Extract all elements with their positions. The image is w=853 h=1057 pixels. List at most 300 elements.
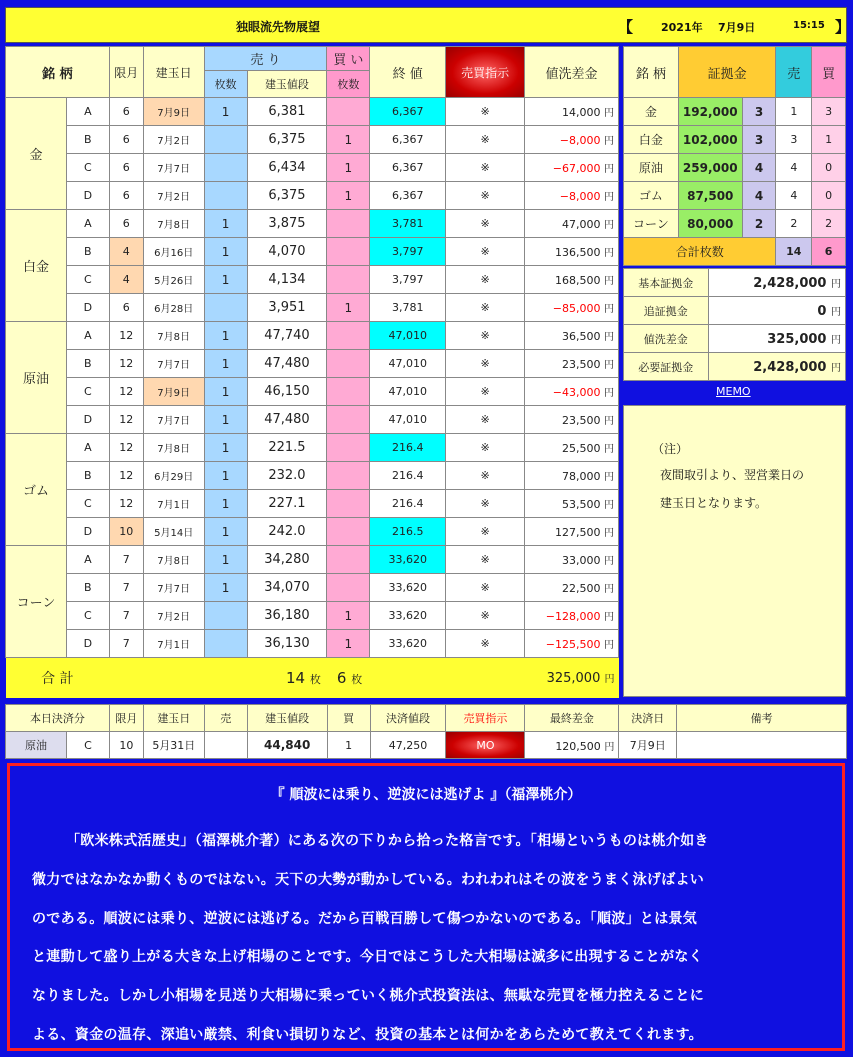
settle-gengetsu: 10 [109, 732, 143, 759]
row-sell [204, 154, 247, 182]
total-sell: 14 枚 [109, 658, 327, 698]
summary-value: 2,428,000 円 [708, 269, 845, 297]
col-sagaku: 値洗差金 [525, 47, 619, 98]
header-time: 15:15 [793, 20, 825, 31]
row-close: 3,781 [370, 210, 446, 238]
row-instruction: ※ [446, 406, 525, 434]
row-close: 33,620 [370, 546, 446, 574]
settle-kubun: C [66, 732, 109, 759]
row-diff: 136,500 円 [525, 238, 619, 266]
page-title: 独眼流先物展望 [236, 20, 321, 34]
row-diff: 78,000 円 [525, 462, 619, 490]
margin-count: 4 [742, 182, 776, 210]
row-price: 3,875 [247, 210, 327, 238]
position-row [6, 490, 619, 518]
margin-count: 2 [742, 210, 776, 238]
row-gengetsu: 6 [109, 294, 143, 322]
margin-amount: 102,000 [678, 126, 742, 154]
margin-count: 3 [742, 98, 776, 126]
row-kubun: C [66, 490, 109, 518]
margin-table [623, 46, 846, 266]
row-price: 6,381 [247, 98, 327, 126]
margin-row [624, 98, 846, 126]
row-gengetsu: 6 [109, 210, 143, 238]
row-close: 47,010 [370, 406, 446, 434]
row-sell: 1 [204, 462, 247, 490]
settle-col-kessai: 決済値段 [370, 705, 446, 732]
row-diff: 25,500 円 [525, 434, 619, 462]
group-name: 原油 [6, 322, 67, 434]
row-gengetsu: 10 [109, 518, 143, 546]
settlement-table [5, 704, 847, 759]
row-buy: 1 [327, 182, 370, 210]
row-price: 232.0 [247, 462, 327, 490]
row-kubun: B [66, 574, 109, 602]
row-price: 47,740 [247, 322, 327, 350]
margin-buy: 3 [812, 98, 846, 126]
row-gengetsu: 6 [109, 98, 143, 126]
row-gengetsu: 12 [109, 322, 143, 350]
memo-note-line1: 夜間取引より、翌営業日の [660, 468, 805, 482]
row-sell: 1 [204, 266, 247, 294]
row-close: 6,367 [370, 154, 446, 182]
col-uri: 売 り [204, 47, 327, 71]
row-price: 4,070 [247, 238, 327, 266]
row-sell [204, 294, 247, 322]
bracket-close: 】 [835, 18, 851, 36]
row-instruction: ※ [446, 210, 525, 238]
col-tategyokubi: 建玉日 [143, 47, 204, 98]
position-row [6, 462, 619, 490]
summary-value: 325,000 円 [708, 325, 845, 353]
settle-col-tategyokubi: 建玉日 [143, 705, 204, 732]
row-sell: 1 [204, 350, 247, 378]
settle-name: 原油 [6, 732, 67, 759]
settle-instruction: MO [446, 732, 525, 759]
row-price: 34,070 [247, 574, 327, 602]
row-buy [327, 518, 370, 546]
settle-col-gengetsu: 限月 [109, 705, 143, 732]
row-price: 242.0 [247, 518, 327, 546]
row-instruction: ※ [446, 238, 525, 266]
row-gengetsu: 12 [109, 490, 143, 518]
margin-amount: 80,000 [678, 210, 742, 238]
row-instruction: ※ [446, 266, 525, 294]
position-row [6, 378, 619, 406]
row-gengetsu: 6 [109, 182, 143, 210]
col-uri-maisu: 枚数 [204, 71, 247, 98]
row-instruction: ※ [446, 294, 525, 322]
row-buy: 1 [327, 294, 370, 322]
position-row [6, 350, 619, 378]
position-row [6, 602, 619, 630]
row-diff: −8,000 円 [525, 182, 619, 210]
row-instruction: ※ [446, 546, 525, 574]
row-gengetsu: 12 [109, 434, 143, 462]
position-row [6, 574, 619, 602]
row-buy [327, 322, 370, 350]
quote-title: 『 順波には乗り、逆波には逃げよ 』（福澤桃介） [270, 787, 582, 803]
margin-name: コーン [624, 210, 679, 238]
row-gengetsu: 7 [109, 630, 143, 658]
row-close: 216.4 [370, 434, 446, 462]
row-buy [327, 574, 370, 602]
row-date: 7月2日 [143, 182, 204, 210]
margin-row [624, 126, 846, 154]
row-close: 3,797 [370, 266, 446, 294]
row-date: 5月26日 [143, 266, 204, 294]
row-date: 7月7日 [143, 154, 204, 182]
summary-row [624, 269, 846, 297]
row-close: 33,620 [370, 574, 446, 602]
margin-buy: 1 [812, 126, 846, 154]
row-kubun: C [66, 602, 109, 630]
row-close: 216.5 [370, 518, 446, 546]
settle-buy: 1 [327, 732, 370, 759]
margin-name: ゴム [624, 182, 679, 210]
col-nedan: 建玉値段 [247, 71, 327, 98]
row-instruction: ※ [446, 574, 525, 602]
row-close: 216.4 [370, 490, 446, 518]
summary-row [624, 297, 846, 325]
position-row [6, 294, 619, 322]
row-instruction: ※ [446, 602, 525, 630]
row-price: 6,434 [247, 154, 327, 182]
row-price: 4,134 [247, 266, 327, 294]
total-row [6, 658, 619, 698]
positions-table [5, 46, 619, 698]
row-gengetsu: 12 [109, 406, 143, 434]
side-col-shokokin: 証拠金 [678, 47, 776, 98]
group-name: コーン [6, 546, 67, 658]
col-gengetsu: 限月 [109, 47, 143, 98]
row-buy [327, 266, 370, 294]
row-kubun: D [66, 518, 109, 546]
row-kubun: D [66, 406, 109, 434]
row-gengetsu: 12 [109, 350, 143, 378]
row-instruction: ※ [446, 126, 525, 154]
row-gengetsu: 7 [109, 574, 143, 602]
row-buy [327, 490, 370, 518]
row-buy [327, 98, 370, 126]
quote-line: と連動して盛り上がる大きな上げ相場のことです。今日ではこうした大相場は滅多に出現することがなく [32, 949, 703, 966]
row-price: 47,480 [247, 406, 327, 434]
position-row [6, 322, 619, 350]
row-diff: 23,500 円 [525, 350, 619, 378]
row-diff: −125,500 円 [525, 630, 619, 658]
summary-row [624, 325, 846, 353]
row-close: 3,781 [370, 294, 446, 322]
position-row [6, 238, 619, 266]
row-close: 6,367 [370, 126, 446, 154]
row-sell [204, 602, 247, 630]
quote-line: なりました。しかし小相場を見送り大相場に乗っていく桃介式投資法は、無駄な売買を極力控えることに [32, 988, 705, 1005]
total-amount: 325,000 円 [446, 658, 619, 698]
position-row [6, 406, 619, 434]
row-close: 33,620 [370, 602, 446, 630]
bracket-open: 【 [618, 18, 634, 36]
quote-body [32, 822, 822, 1055]
row-diff: −128,000 円 [525, 602, 619, 630]
summary-label: 追証拠金 [624, 297, 709, 325]
row-close: 33,620 [370, 630, 446, 658]
settle-col-saishu: 最終差金 [525, 705, 619, 732]
row-diff: 127,500 円 [525, 518, 619, 546]
memo-note-line2: 建玉日となります。 [660, 496, 768, 510]
row-kubun: C [66, 378, 109, 406]
row-gengetsu: 7 [109, 546, 143, 574]
row-date: 6月29日 [143, 462, 204, 490]
row-instruction: ※ [446, 630, 525, 658]
settle-col-baibai: 売買指示 [446, 705, 525, 732]
row-kubun: A [66, 434, 109, 462]
row-buy [327, 546, 370, 574]
settle-date: 5月31日 [143, 732, 204, 759]
row-gengetsu: 6 [109, 154, 143, 182]
settle-col-kessaibi: 決済日 [619, 705, 677, 732]
position-row [6, 434, 619, 462]
quote-line: よる、資金の温存、深追い厳禁、利食い損切りなど、投資の基本とは何かをあらためて教えてくれます。 [32, 1026, 703, 1043]
row-sell [204, 630, 247, 658]
row-kubun: A [66, 98, 109, 126]
row-close: 47,010 [370, 350, 446, 378]
row-gengetsu: 6 [109, 126, 143, 154]
side-col-kai: 買 [812, 47, 846, 98]
margin-name: 白金 [624, 126, 679, 154]
row-date: 6月28日 [143, 294, 204, 322]
row-price: 36,130 [247, 630, 327, 658]
margin-amount: 87,500 [678, 182, 742, 210]
row-sell: 1 [204, 406, 247, 434]
row-buy [327, 462, 370, 490]
row-instruction: ※ [446, 322, 525, 350]
row-diff: 47,000 円 [525, 210, 619, 238]
row-sell: 1 [204, 546, 247, 574]
row-buy [327, 406, 370, 434]
row-date: 7月9日 [143, 378, 204, 406]
settle-sell [204, 732, 247, 759]
settle-kessaibi: 7月9日 [619, 732, 677, 759]
group-name: ゴム [6, 434, 67, 546]
row-date: 7月7日 [143, 350, 204, 378]
settle-row [6, 732, 847, 759]
total-label: 合 計 [6, 658, 110, 698]
header-date: 2021年 7月9日 [661, 21, 756, 34]
row-diff: 53,500 円 [525, 490, 619, 518]
row-date: 7月8日 [143, 210, 204, 238]
memo-link[interactable]: MEMO [716, 385, 751, 398]
row-diff: 168,500 円 [525, 266, 619, 294]
row-gengetsu: 12 [109, 378, 143, 406]
row-price: 3,951 [247, 294, 327, 322]
row-kubun: B [66, 126, 109, 154]
col-kai-maisu: 枚数 [327, 71, 370, 98]
settle-col-uri: 売 [204, 705, 247, 732]
row-close: 47,010 [370, 322, 446, 350]
quote-box [7, 763, 845, 1051]
row-buy [327, 238, 370, 266]
row-sell: 1 [204, 490, 247, 518]
row-instruction: ※ [446, 98, 525, 126]
position-row [6, 518, 619, 546]
row-date: 7月8日 [143, 434, 204, 462]
settle-kessai-price: 47,250 [370, 732, 446, 759]
row-price: 46,150 [247, 378, 327, 406]
row-kubun: B [66, 238, 109, 266]
margin-amount: 259,000 [678, 154, 742, 182]
row-instruction: ※ [446, 518, 525, 546]
row-price: 34,280 [247, 546, 327, 574]
margin-sell: 4 [776, 154, 812, 182]
row-buy [327, 378, 370, 406]
position-row [6, 182, 619, 210]
col-meigara: 銘 柄 [6, 47, 110, 98]
summary-label: 値洗差金 [624, 325, 709, 353]
settle-price: 44,840 [247, 732, 327, 759]
settle-note [677, 732, 847, 759]
row-buy: 1 [327, 602, 370, 630]
position-row [6, 630, 619, 658]
row-diff: 33,000 円 [525, 546, 619, 574]
row-close: 216.4 [370, 462, 446, 490]
row-close: 6,367 [370, 182, 446, 210]
settle-col-nedan: 建玉値段 [247, 705, 327, 732]
col-kai: 買 い [327, 47, 370, 71]
row-sell: 1 [204, 518, 247, 546]
summary-row [624, 353, 846, 381]
row-price: 6,375 [247, 182, 327, 210]
row-date: 7月7日 [143, 406, 204, 434]
memo-box [623, 405, 846, 697]
row-instruction: ※ [446, 434, 525, 462]
row-buy: 1 [327, 126, 370, 154]
group-name: 白金 [6, 210, 67, 322]
row-diff: −43,000 円 [525, 378, 619, 406]
margin-count: 3 [742, 126, 776, 154]
header-bar [5, 7, 851, 43]
row-instruction: ※ [446, 490, 525, 518]
margin-sell: 3 [776, 126, 812, 154]
margin-row [624, 210, 846, 238]
row-diff: 14,000 円 [525, 98, 619, 126]
side-total-label: 合計枚数 [624, 238, 776, 266]
margin-sell: 1 [776, 98, 812, 126]
margin-buy: 0 [812, 154, 846, 182]
row-sell: 1 [204, 378, 247, 406]
margin-buy: 0 [812, 182, 846, 210]
total-buy: 6 枚 [327, 658, 446, 698]
row-diff: 23,500 円 [525, 406, 619, 434]
margin-count: 4 [742, 154, 776, 182]
quote-line: 微力ではなかなか動くものではない。天下の大勢が動かしている。われわれはその波をうまく泳げばよい [32, 871, 705, 888]
settle-final: 120,500 円 [525, 732, 619, 759]
margin-sell: 2 [776, 210, 812, 238]
group-name: 金 [6, 98, 67, 210]
row-diff: −85,000 円 [525, 294, 619, 322]
row-diff: −67,000 円 [525, 154, 619, 182]
side-total-buy: 6 [812, 238, 846, 266]
row-price: 6,375 [247, 126, 327, 154]
row-sell: 1 [204, 98, 247, 126]
row-kubun: B [66, 462, 109, 490]
row-date: 7月9日 [143, 98, 204, 126]
row-instruction: ※ [446, 378, 525, 406]
row-date: 7月7日 [143, 574, 204, 602]
position-row [6, 154, 619, 182]
row-price: 47,480 [247, 350, 327, 378]
row-date: 7月1日 [143, 490, 204, 518]
row-buy [327, 210, 370, 238]
row-date: 6月16日 [143, 238, 204, 266]
row-buy [327, 350, 370, 378]
row-kubun: A [66, 322, 109, 350]
row-kubun: A [66, 210, 109, 238]
row-kubun: D [66, 630, 109, 658]
side-col-meigara: 銘 柄 [624, 47, 679, 98]
row-date: 7月8日 [143, 546, 204, 574]
position-row [6, 210, 619, 238]
position-row [6, 266, 619, 294]
row-date: 5月14日 [143, 518, 204, 546]
memo-note-label: （注） [652, 442, 689, 456]
margin-row [624, 182, 846, 210]
row-buy: 1 [327, 154, 370, 182]
row-gengetsu: 4 [109, 266, 143, 294]
position-row [6, 98, 619, 126]
row-price: 36,180 [247, 602, 327, 630]
row-kubun: C [66, 266, 109, 294]
row-kubun: D [66, 294, 109, 322]
settle-col-label: 本日決済分 [6, 705, 110, 732]
row-diff: 22,500 円 [525, 574, 619, 602]
row-price: 227.1 [247, 490, 327, 518]
summary-label: 必要証拠金 [624, 353, 709, 381]
row-price: 221.5 [247, 434, 327, 462]
summary-label: 基本証拠金 [624, 269, 709, 297]
quote-line: 「欧米株式活歴史」（福澤桃介著）にある次の下りから拾った格言です。「相場というものは桃介如き [66, 833, 709, 849]
row-sell: 1 [204, 238, 247, 266]
row-date: 7月2日 [143, 602, 204, 630]
row-gengetsu: 4 [109, 238, 143, 266]
row-close: 47,010 [370, 378, 446, 406]
margin-name: 原油 [624, 154, 679, 182]
row-date: 7月1日 [143, 630, 204, 658]
row-diff: 36,500 円 [525, 322, 619, 350]
side-total-sell: 14 [776, 238, 812, 266]
row-buy: 1 [327, 630, 370, 658]
row-gengetsu: 12 [109, 462, 143, 490]
margin-name: 金 [624, 98, 679, 126]
col-owarine: 終 値 [370, 47, 446, 98]
margin-sell: 4 [776, 182, 812, 210]
summary-table [623, 268, 846, 381]
row-gengetsu: 7 [109, 602, 143, 630]
row-sell: 1 [204, 210, 247, 238]
row-instruction: ※ [446, 154, 525, 182]
row-sell [204, 182, 247, 210]
position-row [6, 126, 619, 154]
settle-col-biko: 備考 [677, 705, 847, 732]
margin-buy: 2 [812, 210, 846, 238]
row-instruction: ※ [446, 462, 525, 490]
quote-line: のである。順波には乗り、逆波には逃げる。だから百戦百勝して傷つかないのである。「順波」とは景気 [32, 910, 698, 927]
row-sell: 1 [204, 574, 247, 602]
side-col-uri: 売 [776, 47, 812, 98]
row-kubun: D [66, 182, 109, 210]
position-row [6, 546, 619, 574]
row-buy [327, 434, 370, 462]
row-sell: 1 [204, 322, 247, 350]
